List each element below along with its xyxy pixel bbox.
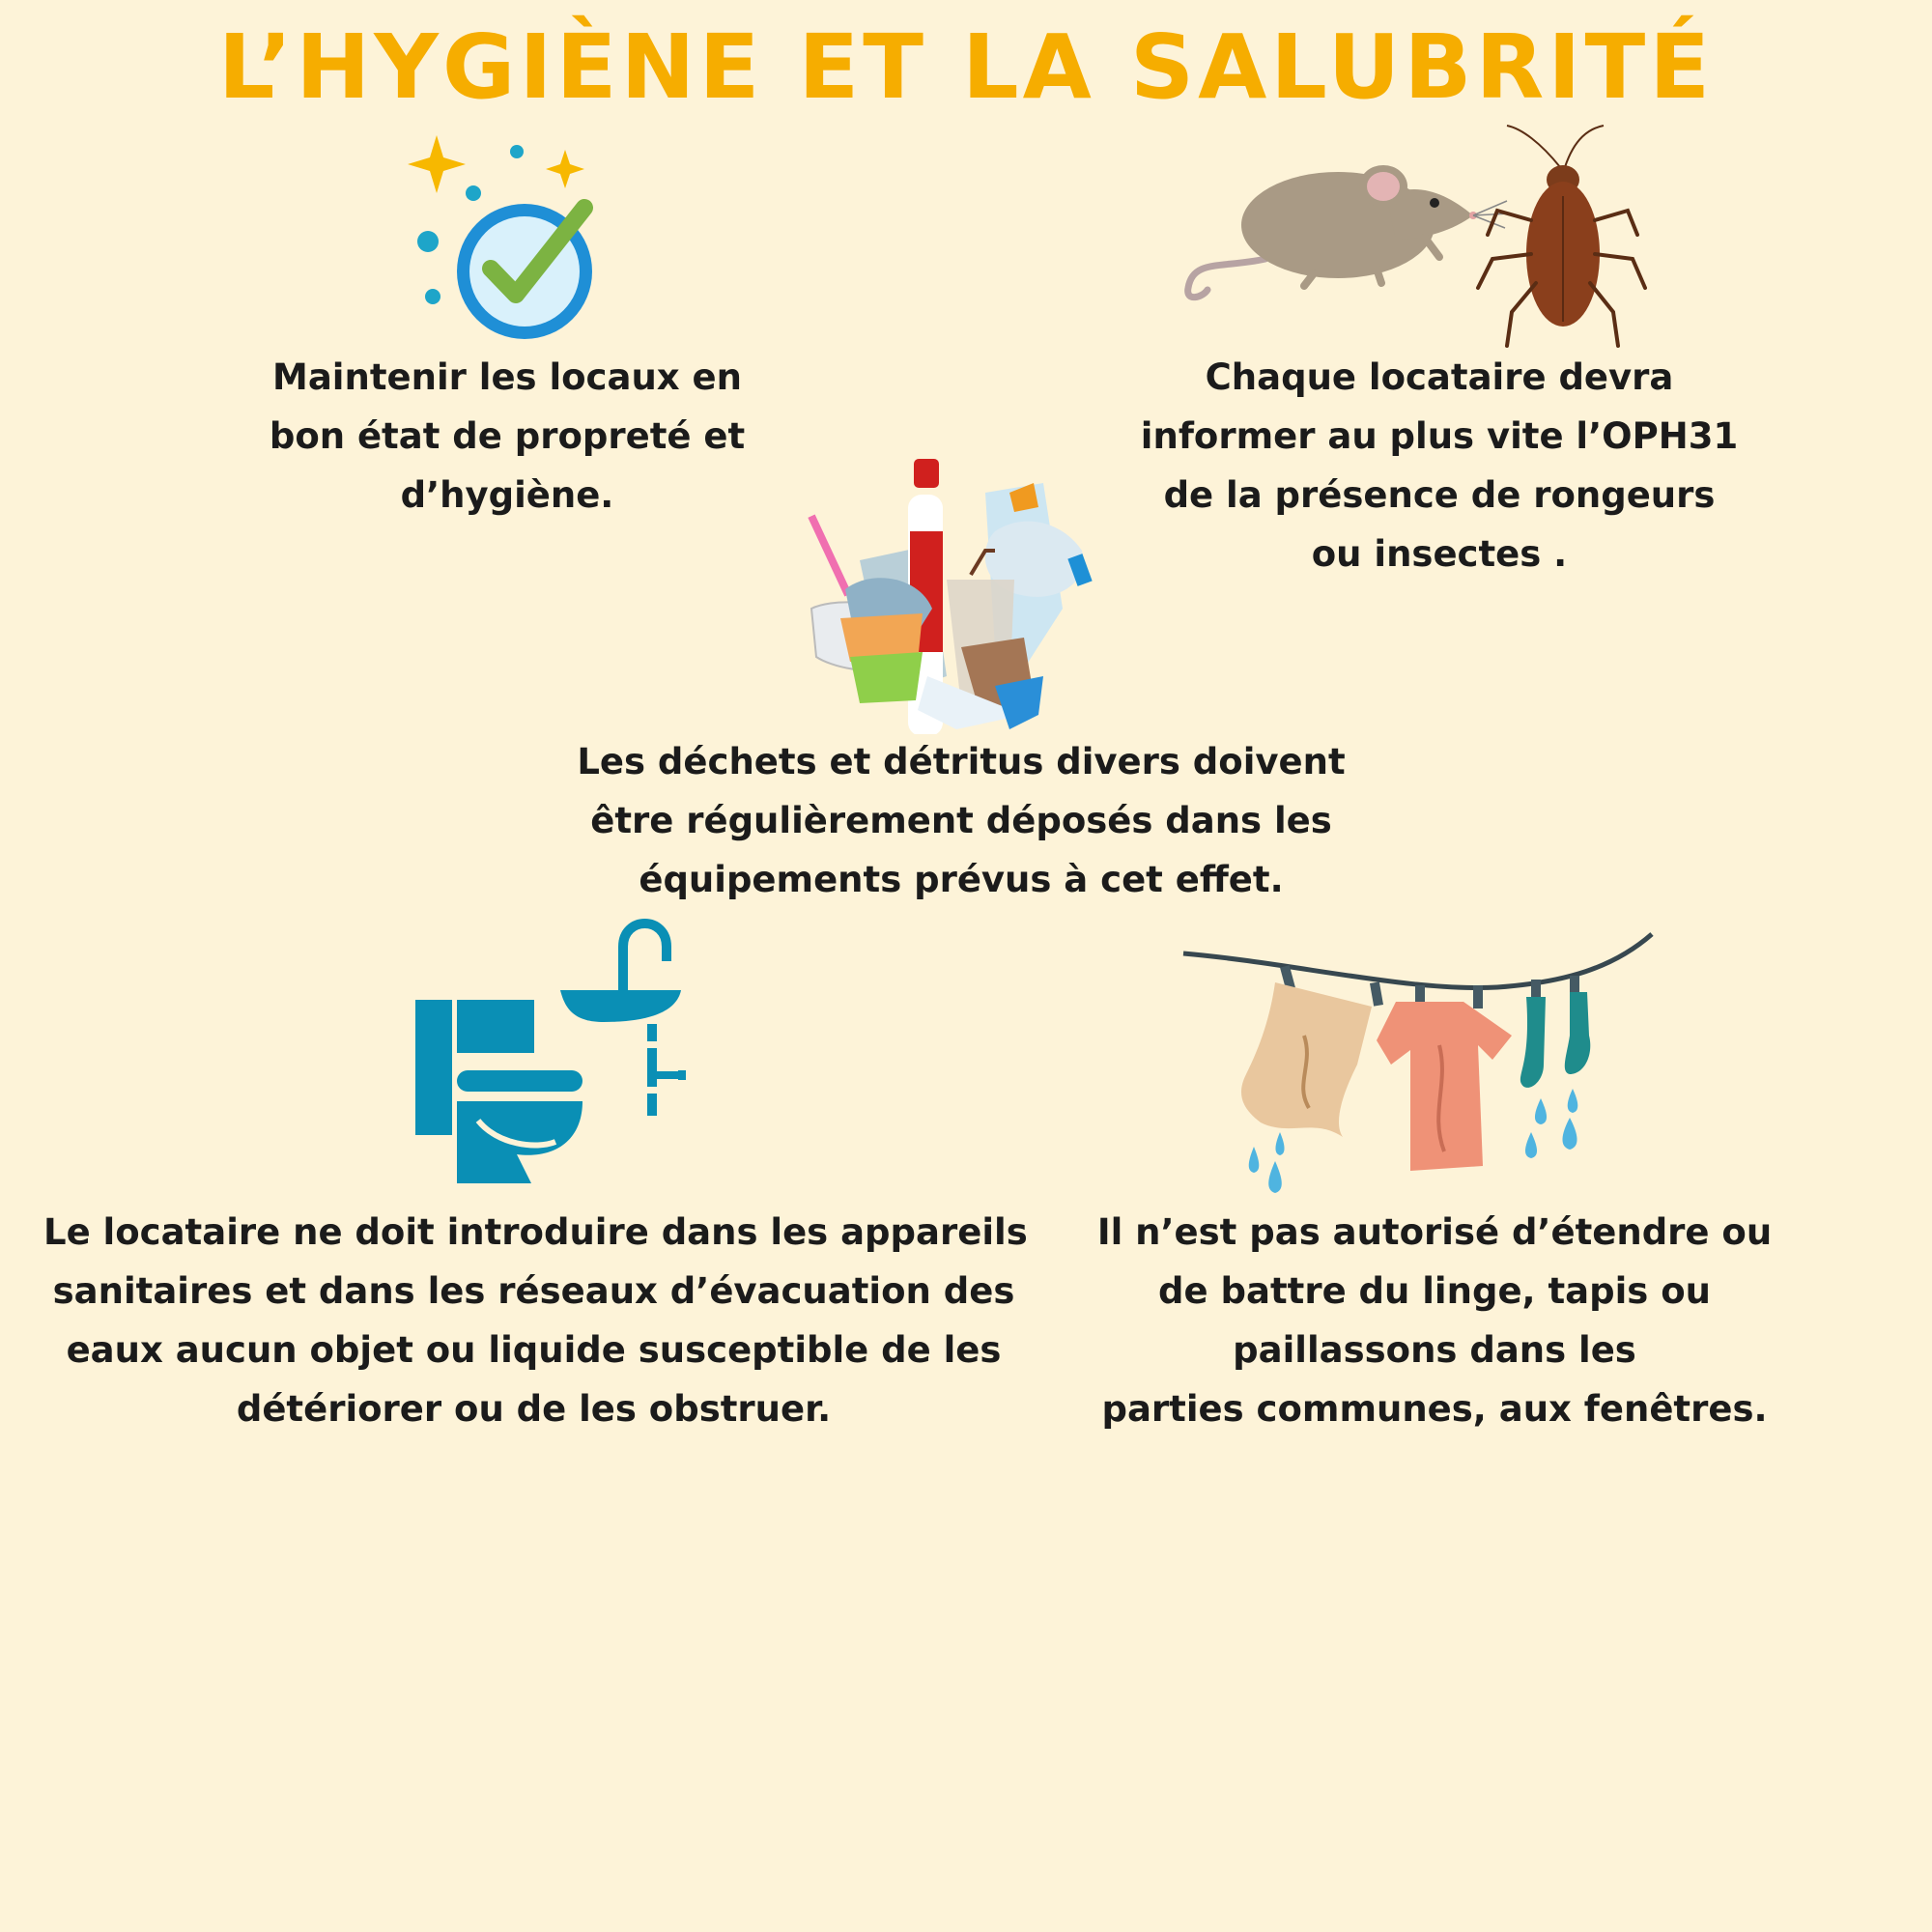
- waste-line: équipements prévus à cet effet.: [639, 859, 1284, 900]
- pests-line: de la présence de rongeurs: [1163, 474, 1716, 516]
- waste-line: être régulièrement déposés dans les: [590, 800, 1332, 841]
- pests-line: informer au plus vite l’OPH31: [1140, 415, 1739, 457]
- laundry-line: paillassons dans les: [1233, 1329, 1636, 1371]
- laundry-text: [1067, 1203, 1802, 1438]
- clothesline-icon: [1179, 929, 1662, 1219]
- sanitary-line: Le locataire ne doit introduire dans les appareils: [43, 1211, 1028, 1253]
- sanitary-text: [43, 1203, 1028, 1438]
- pests-line: ou insectes .: [1311, 533, 1568, 575]
- laundry-line: Il n’est pas autorisé d’étendre ou: [1096, 1211, 1773, 1253]
- clean-text: [217, 348, 797, 525]
- laundry-line: de battre du linge, tapis ou: [1158, 1270, 1711, 1312]
- trash-pile-icon: [802, 454, 1111, 734]
- waste-text: [555, 732, 1367, 909]
- mouse-cockroach-icon: [1183, 124, 1647, 355]
- page-title: L’HYGIÈNE ET LA SALUBRITÉ: [217, 15, 1715, 119]
- sanitary-line: sanitaires et dans les réseaux d’évacuation des: [52, 1270, 1015, 1312]
- waste-line: Les déchets et détritus divers doivent: [577, 741, 1346, 782]
- clean-line: bon état de propreté et: [269, 415, 746, 457]
- laundry-line: parties communes, aux fenêtres.: [1101, 1388, 1768, 1430]
- clean-line: d’hygiène.: [400, 474, 614, 516]
- toilet-sink-icon: [411, 918, 691, 1188]
- pests-text: [1092, 348, 1787, 583]
- sparkle-check-icon: [401, 130, 618, 348]
- sanitary-line: détériorer ou de les obstruer.: [236, 1388, 832, 1430]
- pests-line: Chaque locataire devra: [1205, 356, 1674, 398]
- sanitary-line: eaux aucun objet ou liquide susceptible de les: [66, 1329, 1002, 1371]
- clean-line: Maintenir les locaux en: [272, 356, 742, 398]
